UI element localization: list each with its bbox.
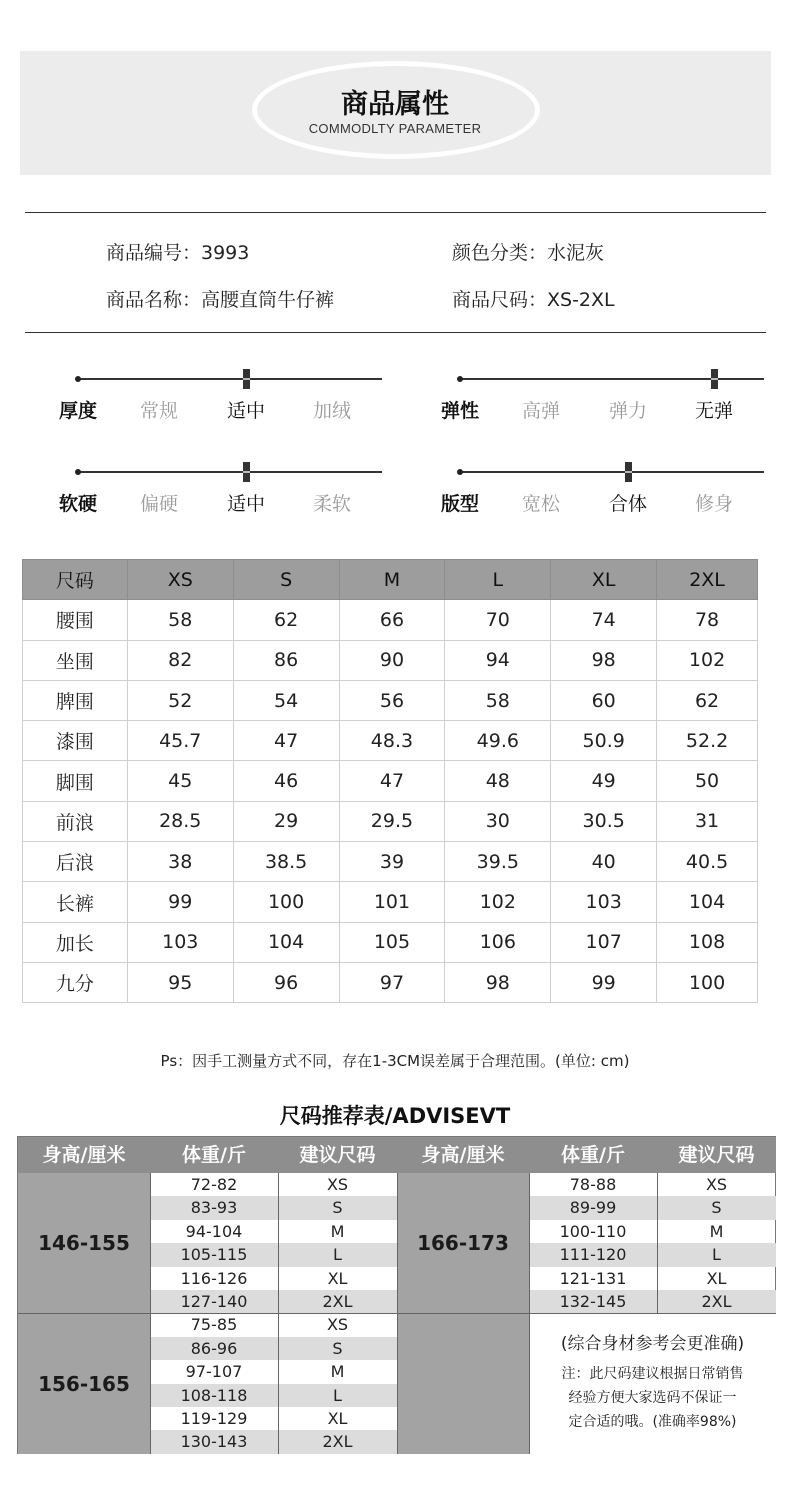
slider-knob[interactable] [243,462,250,482]
slider-track [460,378,764,380]
suggested-size-cell: 2XL [657,1290,776,1313]
size-cell: 47 [339,761,445,801]
size-table-row [23,680,758,720]
slider-start-dot [457,376,463,382]
attribute-option: 宽松 [521,493,560,515]
slider-start-dot [75,469,81,475]
attribute-option: 偏硬 [139,493,178,515]
size-cell: 29 [233,801,339,841]
size-cell: 104 [657,882,758,922]
slider-track [78,471,382,473]
attribute-label: 弹性 [440,400,479,422]
suggested-size-cell: L [278,1384,397,1407]
suggested-size-cell: L [278,1243,397,1266]
size-recommendation-table [17,1136,776,1454]
weight-cell: 72-82 [190,1175,238,1194]
suggested-size-cell: L [657,1243,776,1266]
size-cell: 加长 [23,922,128,962]
size-table-row [23,640,758,680]
size-cell: 前浪 [23,801,128,841]
grid-line [18,1313,776,1314]
size-table-row [23,600,758,640]
weight-cell: 121-131 [559,1268,627,1288]
attribute-option: 常规 [139,400,178,422]
size-cell: 70 [445,600,551,640]
attribute-label: 厚度 [58,400,97,422]
weight-cell: 100-110 [559,1221,627,1241]
advise-header-cell: 体重/斤 [529,1137,657,1173]
attribute-option: 修身 [694,493,733,515]
suggested-size-cell: XS [705,1175,728,1194]
size-table-row [23,962,758,1002]
size-cell: 98 [551,640,657,680]
advise-header-cell: 体重/斤 [150,1137,278,1173]
size-cell: 100 [657,962,758,1002]
size-table [22,559,758,1003]
height-group-cell: 156-165 [18,1313,150,1453]
size-table-row [23,801,758,841]
suggested-size-cell: XS [326,1175,349,1194]
size-cell: 97 [339,962,445,1002]
size-cell: 95 [127,962,233,1002]
size-table-header [23,560,758,600]
weight-cell: 132-145 [529,1290,657,1313]
weight-cell: 78-88 [569,1175,617,1194]
size-cell: 54 [233,680,339,720]
advise-header-cell: 建议尺码 [657,1137,776,1173]
size-cell: 107 [551,922,657,962]
size-cell: 108 [657,922,758,962]
size-cell: 66 [339,600,445,640]
attribute-label: 软硬 [58,493,97,515]
attribute-option: 适中 [226,493,265,515]
remark-box [529,1313,776,1453]
size-cell: 106 [445,922,551,962]
size-cell: 56 [339,680,445,720]
size-cell: 94 [445,640,551,680]
suggested-size-cell: XL [327,1409,348,1428]
size-cell: 28.5 [127,801,233,841]
size-cell: 31 [657,801,758,841]
item-number: 商品编号：3993 [106,242,250,264]
size-cell: 30 [445,801,551,841]
size-cell: 90 [339,640,445,680]
header-cell: XS [127,560,233,600]
header-cell: S [233,560,339,600]
size-cell: 49 [551,761,657,801]
size-cell: 45 [127,761,233,801]
blank-height-cell [397,1313,529,1453]
remark-line: 注：此尺码建议根据日常销售 [561,1366,744,1383]
slider-start-dot [457,469,463,475]
weight-cell: 97-107 [185,1362,243,1382]
header-cell: 2XL [657,560,758,600]
weight-cell: 130-143 [150,1430,278,1453]
size-cell: 40.5 [657,842,758,882]
size-table-row [23,721,758,761]
size-cell: 脾围 [23,680,128,720]
weight-cell: 89-99 [529,1196,657,1219]
size-cell: 62 [657,680,758,720]
size-table-row [23,922,758,962]
slider-knob[interactable] [243,369,250,389]
attribute-option: 加绒 [312,400,351,422]
size-cell: 50.9 [551,721,657,761]
banner-title: 商品属性 [341,89,449,120]
size-cell: 104 [233,922,339,962]
slider-knob[interactable] [711,369,718,389]
weight-cell: 105-115 [150,1243,278,1266]
size-cell: 100 [233,882,339,922]
suggested-size-cell: 2XL [278,1290,397,1313]
size-cell: 45.7 [127,721,233,761]
size-cell: 62 [233,600,339,640]
size-cell: 102 [657,640,758,680]
size-cell: 86 [233,640,339,680]
suggested-size-cell: M [330,1362,345,1382]
size-table-row [23,882,758,922]
size-cell: 98 [445,962,551,1002]
suggested-size-cell: S [657,1196,776,1219]
size-cell: 38.5 [233,842,339,882]
weight-cell: 127-140 [150,1290,278,1313]
size-cell: 52 [127,680,233,720]
attribute-label: 版型 [440,493,479,515]
size-cell: 102 [445,882,551,922]
weight-cell: 75-85 [190,1315,238,1335]
size-cell: 74 [551,600,657,640]
height-group-cell: 166-173 [397,1173,529,1313]
height-group-cell: 146-155 [18,1173,150,1313]
size-cell: 30.5 [551,801,657,841]
suggested-size-cell: M [709,1221,724,1241]
banner-subtitle: COMMODLTY PARAMETER [308,121,482,136]
size-cell: 38 [127,842,233,882]
header-cell: XL [551,560,657,600]
size-cell: 78 [657,600,758,640]
remark-text [529,1362,776,1434]
size-cell: 99 [551,962,657,1002]
size-cell: 58 [445,680,551,720]
divider-top [25,212,766,213]
weight-cell: 108-118 [150,1384,278,1407]
suggested-size-cell: XS [326,1315,349,1335]
size-cell: 60 [551,680,657,720]
advise-title: 尺码推荐表/ADVISEVT [279,1104,511,1128]
slider-track [78,378,382,380]
suggested-size-cell: S [278,1196,397,1219]
remark-line: 定合适的哦。(准确率98%) [568,1414,737,1431]
size-cell: 后浪 [23,842,128,882]
size-cell: 103 [127,922,233,962]
weight-cell: 116-126 [180,1268,248,1288]
size-cell: 39.5 [445,842,551,882]
size-cell: 58 [127,600,233,640]
size-cell: 脚围 [23,761,128,801]
size-cell: 40 [551,842,657,882]
header-cell: 尺码 [23,560,128,600]
size-cell: 48 [445,761,551,801]
item-size-range: 商品尺码：XS-2XL [452,289,615,311]
size-cell: 105 [339,922,445,962]
size-cell: 101 [339,882,445,922]
advise-header-cell: 身高/厘米 [18,1137,150,1173]
color-category: 颜色分类：水泥灰 [452,242,605,264]
advise-header-cell: 建议尺码 [278,1137,397,1173]
size-cell: 50 [657,761,758,801]
size-cell: 52.2 [657,721,758,761]
suggested-size-cell: XL [706,1268,727,1288]
attribute-option: 合体 [608,493,647,515]
weight-cell: 119-129 [180,1409,248,1428]
attribute-option: 柔软 [312,493,351,515]
size-table-row [23,761,758,801]
header-cell: L [445,560,551,600]
size-cell: 96 [233,962,339,1002]
size-cell: 46 [233,761,339,801]
size-cell: 82 [127,640,233,680]
slider-track [460,471,764,473]
remark-title: (综合身材参考会更准确) [560,1334,745,1355]
weight-cell: 86-96 [150,1337,278,1360]
suggested-size-cell: XL [327,1268,348,1288]
size-cell: 48.3 [339,721,445,761]
size-table-row [23,842,758,882]
slider-knob[interactable] [625,462,632,482]
suggested-size-cell: S [278,1337,397,1360]
size-cell: 29.5 [339,801,445,841]
size-cell: 漆围 [23,721,128,761]
suggested-size-cell: 2XL [278,1430,397,1453]
size-cell: 坐围 [23,640,128,680]
attribute-option: 无弹 [694,400,733,422]
size-cell: 47 [233,721,339,761]
item-name: 商品名称：高腰直筒牛仔裤 [106,289,335,311]
suggested-size-cell: M [330,1221,345,1241]
measurement-note: Ps：因手工测量方式不同，存在1-3CM误差属于合理范围。(单位: cm) [160,1052,630,1070]
size-cell: 99 [127,882,233,922]
header-cell: M [339,560,445,600]
attribute-option: 适中 [226,400,265,422]
size-cell: 103 [551,882,657,922]
weight-cell: 111-120 [529,1243,657,1266]
weight-cell: 83-93 [150,1196,278,1219]
attribute-option: 弹力 [608,400,647,422]
weight-cell: 94-104 [185,1221,243,1241]
attribute-option: 高弹 [521,400,560,422]
size-cell: 九分 [23,962,128,1002]
size-cell: 49.6 [445,721,551,761]
size-cell: 腰围 [23,600,128,640]
size-cell: 长裤 [23,882,128,922]
size-cell: 39 [339,842,445,882]
grid-line [657,1173,658,1313]
divider-mid [25,332,766,333]
advise-header-cell: 身高/厘米 [397,1137,529,1173]
slider-start-dot [75,376,81,382]
remark-line: 经验方便大家选码不保证一 [568,1390,737,1407]
